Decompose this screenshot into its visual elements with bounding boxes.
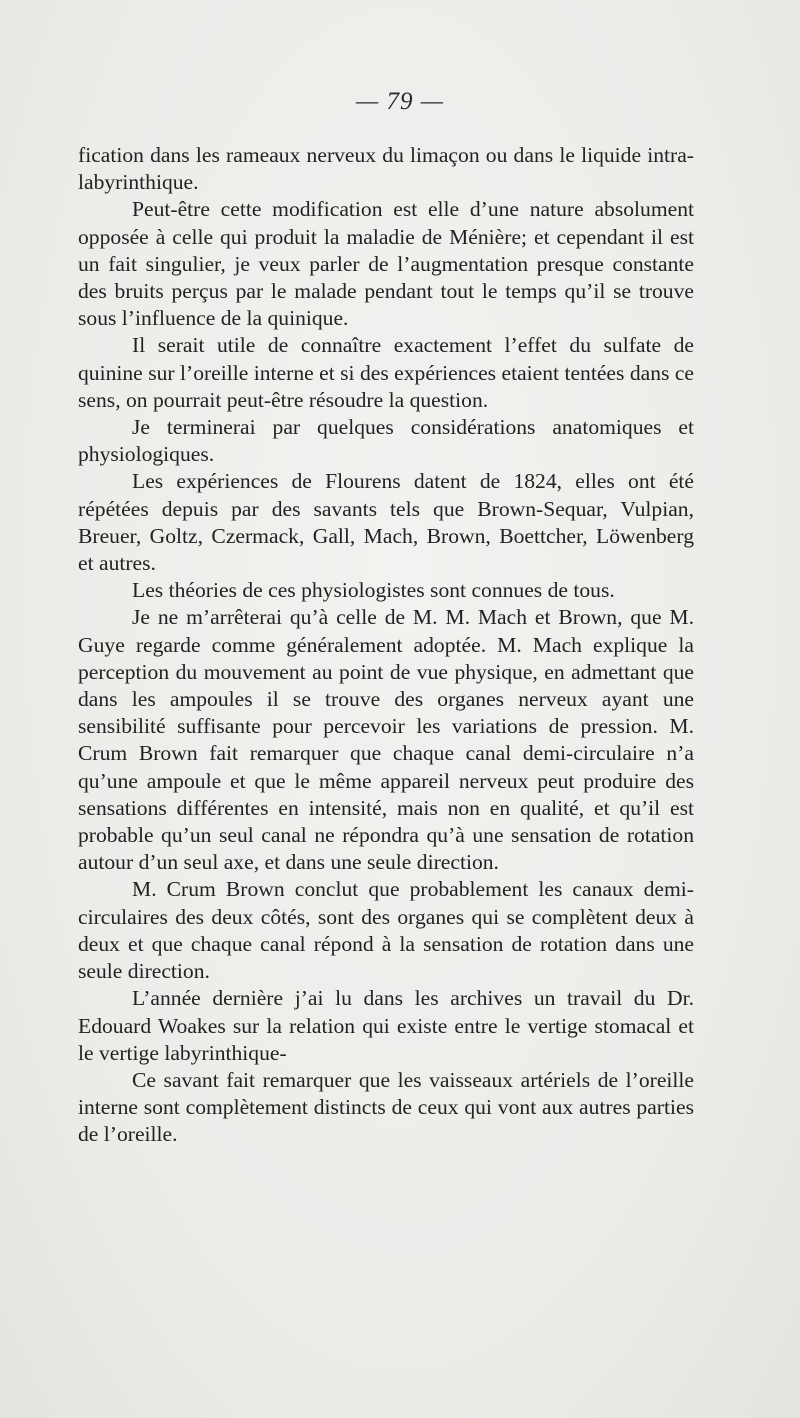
paragraph: Il serait utile de connaître exactement l’effet du sulfate de quinine sur l’oreille interne et si des expériences etaient tentées dans ce sens, on pourrait peut-être résoudre la question. bbox=[78, 333, 694, 412]
page-number: — 79 — bbox=[356, 88, 444, 115]
paragraph: Je terminerai par quelques considérations anatomiques et physiologiques. bbox=[78, 415, 694, 467]
paragraph: Les théories de ces physiologistes sont connues de tous. bbox=[132, 578, 615, 603]
paragraph: Ce savant fait remarquer que les vaisseaux artériels de l’oreille interne sont complètement distincts de ceux qui vont aux autres parties de l’oreille. bbox=[78, 1067, 694, 1147]
paragraph: Je ne m’arrêterai qu’à celle de M. M. Mach et Brown, que M. Guye regarde comme généralement adoptée. M. Mach explique la perception du mouvement au point de vue physique, en admettant que dans les ampoules il se trouve des organes nerveux ayant une sensibilité suffisante pour percevoir les variations de pression. M. Crum Brown fait remarquer que chaque canal demi-circulaire n’a qu’une ampoule et que le même appareil nerveux peut produire des sensations différentes en intensité, mais non en qualité, et qu’il est probable qu’un seul canal ne répondra qu’à une sensation de rotation autour d’un seul axe, et dans une seule direction. bbox=[78, 605, 694, 875]
paragraph: Peut-être cette modification est elle d’une nature absolument opposée à celle qui produit la maladie de Ménière; et cependant il est un fait singulier, je veux parler de l’augmentation presque constante des bruits perçus par le malade pendant tout le temps qu’il se trouve sous l’influence de la quinique. bbox=[78, 197, 694, 331]
paragraph-continuation: fication dans les rameaux nerveux du limaçon ou dans le liquide intra-labyrinthique. bbox=[78, 143, 694, 195]
paragraph: Les expériences de Flourens datent de 1824, elles ont été répétées depuis par des savants tels que Brown-Sequar, Vulpian, Breuer, Goltz, Czermack, Gall, Mach, Brown, Boettcher, Löwenberg et autres. bbox=[78, 469, 694, 576]
paragraph: L’année dernière j’ai lu dans les archives un travail du Dr. Edouard Woakes sur la relation qui existe entre le vertige stomacal et le vertige labyrinthique- bbox=[78, 986, 694, 1065]
paragraph: M. Crum Brown conclut que probablement les canaux demi-circulaires des deux côtés, sont des organes qui se complètent deux à deux et que chaque canal répond à la sensation de rotation dans une seule direction. bbox=[78, 877, 694, 984]
body-text bbox=[78, 142, 694, 1149]
